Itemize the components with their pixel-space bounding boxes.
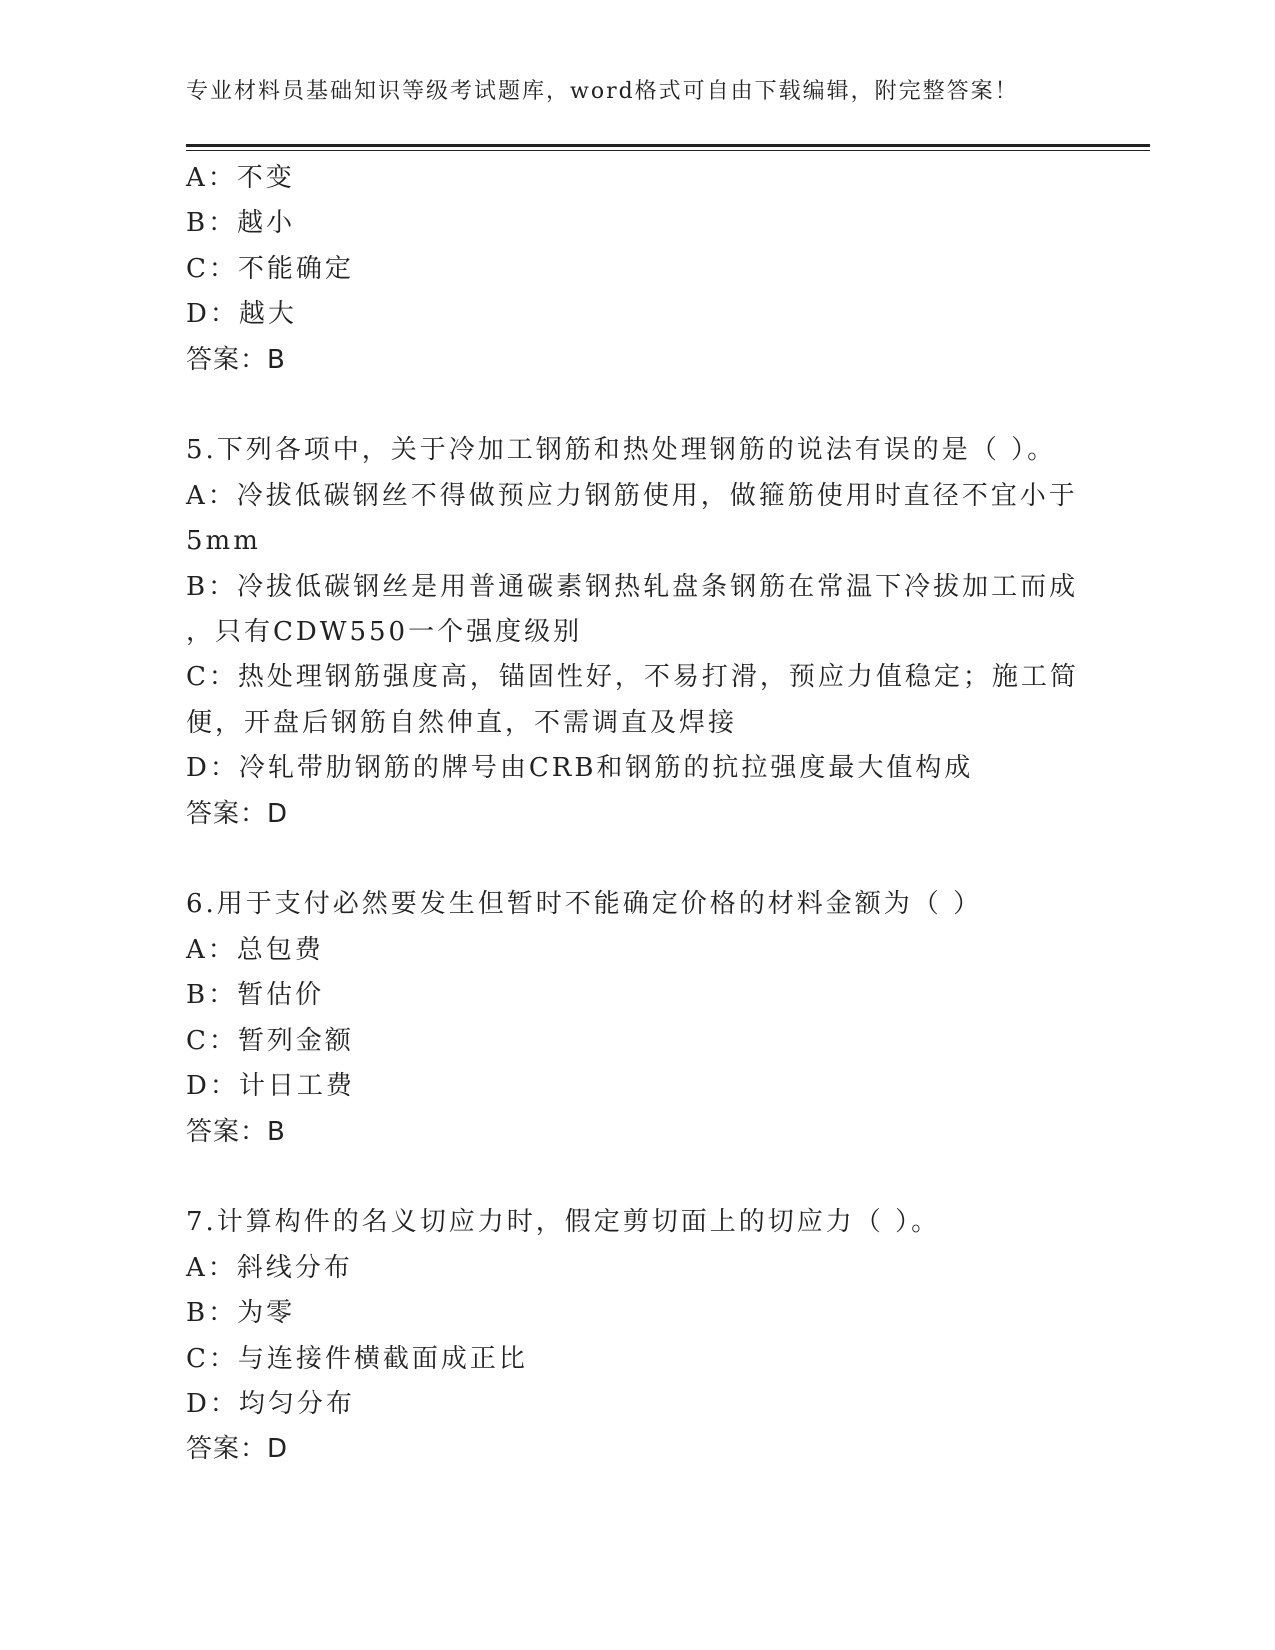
q6-option-d: D：计日工费 [186,1071,355,1102]
q5-option-c: C：热处理钢筋强度高，锚固性好，不易打滑，预应力值稳定；施工简 [186,662,1079,693]
q6-question: 6.用于支付必然要发生但暂时不能确定价格的材料金额为（ ） [186,889,983,920]
q6-option-a: A：总包费 [186,934,324,965]
q5-question: 5.下列各项中，关于冷加工钢筋和热处理钢筋的说法有误的是（ ）。 [186,435,1057,466]
q7-option-a: A：斜线分布 [186,1252,353,1283]
q6-option-c: C：暂列金额 [186,1025,354,1056]
q7-question: 7.计算构件的名义切应力时，假定剪切面上的切应力（ ）。 [186,1207,941,1238]
q7-answer: 答案：D [186,1434,289,1465]
q4-option-b: B：越小 [186,208,296,239]
q4-option-a: A：不变 [186,163,295,193]
q5-option-c-cont: 便，开盘后钢筋自然伸直，不需调直及焊接 [186,707,738,738]
q7-option-b: B：为零 [186,1298,296,1329]
q5-option-a-cont: 5mm [186,526,261,557]
q6-answer: 答案：B [186,1116,286,1147]
q6-option-b: B：暂估价 [186,980,325,1011]
question-content [186,156,1086,1473]
q5-option-b: B：冷拔低碳钢丝是用普通碳素钢热轧盘条钢筋在常温下冷拔加工而成 [186,571,1079,602]
q7-option-d: D：均匀分布 [186,1388,355,1419]
header-rule-thick [186,144,1150,147]
page-header: 专业材料员基础知识等级考试题库，word格式可自由下载编辑，附完整答案！ [186,79,1019,104]
q7-option-c: C：与连接件横截面成正比 [186,1343,528,1374]
q4-option-d: D：越大 [186,299,297,330]
q5-answer: 答案：D [186,798,289,829]
q4-option-c: C：不能确定 [186,253,354,284]
spacer [186,1155,1086,1200]
q5-option-d: D：冷轧带肋钢筋的牌号由CRB和钢筋的抗拉强度最大值构成 [186,753,974,784]
spacer [186,383,1086,428]
spacer [186,837,1086,882]
q5-option-a: A：冷拔低碳钢丝不得做预应力钢筋使用，做箍筋使用时直径不宜小于 [186,480,1078,511]
q5-option-b-cont: ，只有CDW550一个强度级别 [186,617,583,648]
q4-answer: 答案：B [186,344,286,375]
header-rule-thin [186,150,1150,151]
